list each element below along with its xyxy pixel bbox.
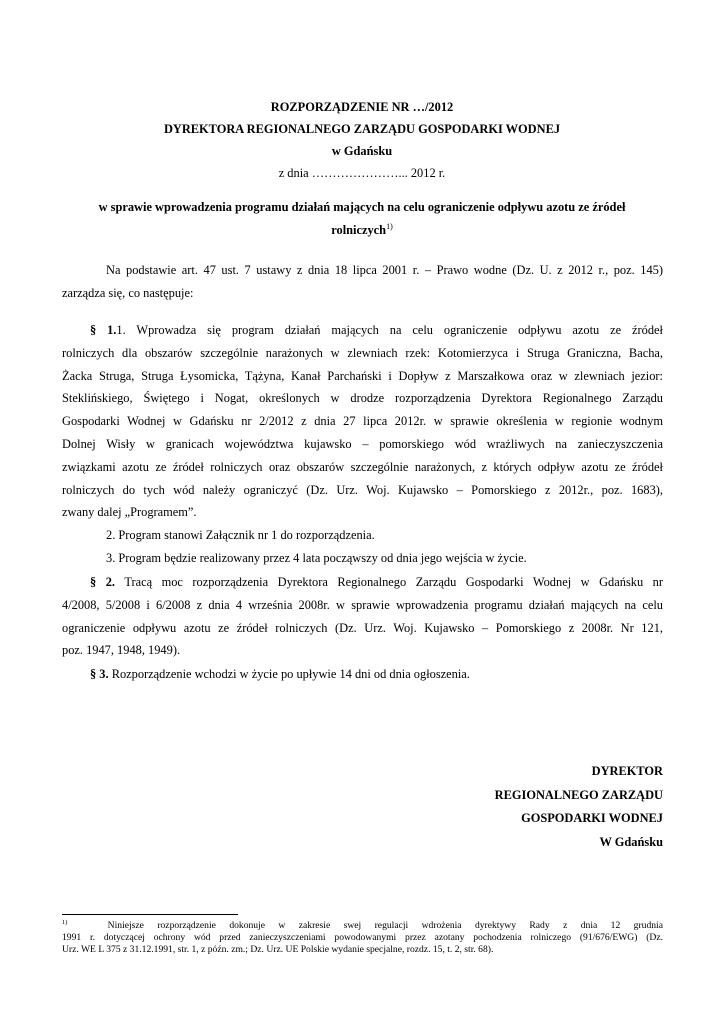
- paragraph-1: [62, 319, 663, 570]
- document-header: [60, 96, 664, 184]
- preamble: [62, 259, 663, 305]
- paragraph-1-item-2: 2. Program stanowi Załącznik nr 1 do rozporządzenia.: [106, 528, 375, 543]
- paragraph-1-line: Gospodarki Wodnej w Gdańsku nr 2/2012 z dnia 27 lipca 2012r. w sprawie określenia w regionie wodnym: [62, 414, 663, 429]
- paragraph-1-line: § 1.1. Wprowadza się program działań mających na celu ograniczenie odpływu azotu ze źródeł: [90, 323, 663, 337]
- paragraph-2-line: poz. 1947, 1948, 1949).: [62, 643, 181, 658]
- footnote-marker: 1): [62, 919, 68, 926]
- signature-line-2: REGIONALNEGO ZARZĄDU: [494, 787, 663, 802]
- paragraph-1-line: zwany dalej „Programem”.: [62, 505, 197, 520]
- paragraph-2-line: § 2. Tracą moc rozporządzenia Dyrektora Regionalnego Zarządu Gospodarki Wodnej w Gdańsku nr: [90, 575, 664, 589]
- preamble-line-2: zarządza się, co następuje:: [62, 285, 194, 300]
- signature-line-1: DYREKTOR: [591, 764, 663, 778]
- paragraph-1-line: Steklińskiego, Świętego i Nogat, określonych w drodze rozporządzenia Dyrektora Regionalnego Zarządu: [62, 391, 663, 406]
- footnote-line: Urz. WE L 375 z 31.12.1991, str. 1, z późn. zm.; Dz. Urz. UE Polskie wydanie specjalne, rozdz. 15, t. 2, str. 68).: [62, 944, 494, 955]
- paragraph-2-marker: § 2.: [90, 575, 116, 589]
- footnote-line: 1991 r. dotyczącej ochrony wód przed zanieczyszczeniami powodowanymi przez azotany pochodzenia rolniczego (91/676/EWG) (Dz.: [62, 932, 663, 943]
- paragraph-2: [62, 571, 663, 662]
- paragraph-1-line: Dolnej Wisły w granicach województwa kujawsko – pomorskiego wód wrażliwych na zanieczyszczenia: [62, 436, 663, 451]
- signature-block: [495, 760, 663, 854]
- authority-location: w Gdańsku: [331, 144, 393, 158]
- paragraph-1-line: rolniczych do tych wód należy ograniczyć (Dz. Urz. Woj. Kujawsko – Pomorskiego z 2012r., poz. 1683),: [62, 482, 663, 497]
- subject-line-2: rolniczych$^{1)}$: [331, 222, 393, 237]
- paragraph-3: [62, 663, 663, 686]
- regulation-number: ROZPORZĄDZENIE NR …/2012: [270, 100, 454, 114]
- regulation-subject: [70, 196, 654, 242]
- paragraph-2-line: ograniczenie odpływu azotu ze źródeł rolniczych (Dz. Urz. Woj. Kujawsko – Pomorskiego z 2008r. Nr 121,: [62, 620, 663, 635]
- signature-line-3: GOSPODARKI WODNEJ: [521, 811, 663, 826]
- footnote: [62, 920, 663, 956]
- paragraph-1-line: Żacka Struga, Struga Łysomicka, Tążyna, Kanał Parchański i Dopływ z Marszałkowa oraz w zlewniach jezior:: [62, 368, 663, 383]
- paragraph-1-line: rolniczych dla obszarów szczególnie narażonych w zlewniach rzek: Kotomierzyca i Struga Graniczna, Bacha,: [62, 345, 663, 360]
- paragraph-2-line: 4/2008, 5/2008 i 6/2008 z dnia 4 września 2008r. w sprawie wprowadzenia programu działań mających na celu: [62, 597, 663, 612]
- subject-line-1: w sprawie wprowadzenia programu działań mających na celu ograniczenie odpływu azotu ze źródeł: [98, 200, 626, 214]
- regulation-date: z dnia …………………... 2012 r.: [278, 166, 446, 180]
- footnote-reference: 1): [386, 222, 393, 231]
- issuing-authority: DYREKTORA REGIONALNEGO ZARZĄDU GOSPODARKI WODNEJ: [163, 122, 561, 136]
- paragraph-1-marker: § 1.: [90, 323, 117, 337]
- signature-line-4: W Gdańsku: [599, 834, 663, 849]
- footnote-divider: [62, 914, 238, 915]
- footnote-line: $^{1)}$ Niniejsze rozporządzenie dokonuje w zakresie swej regulacji wdrożenia dyrektywy Rady z dnia 12 grudnia: [62, 919, 663, 931]
- paragraph-1-item-3: 3. Program będzie realizowany przez 4 lata począwszy od dnia jego wejścia w życie.: [106, 550, 527, 565]
- paragraph-3-line: § 3. Rozporządzenie wchodzi w życie po upływie 14 dni od dnia ogłoszenia.: [90, 667, 470, 681]
- paragraph-3-marker: § 3.: [90, 667, 109, 681]
- preamble-line-1: Na podstawie art. 47 ust. 7 ustawy z dnia 18 lipca 2001 r. – Prawo wodne (Dz. U. z 2012 r., poz. 145): [106, 263, 663, 277]
- paragraph-1-line: związkami azotu ze źródeł rolniczych oraz obszarów szczególnie narażonych, z których odpływ azotu ze źródeł: [62, 459, 663, 474]
